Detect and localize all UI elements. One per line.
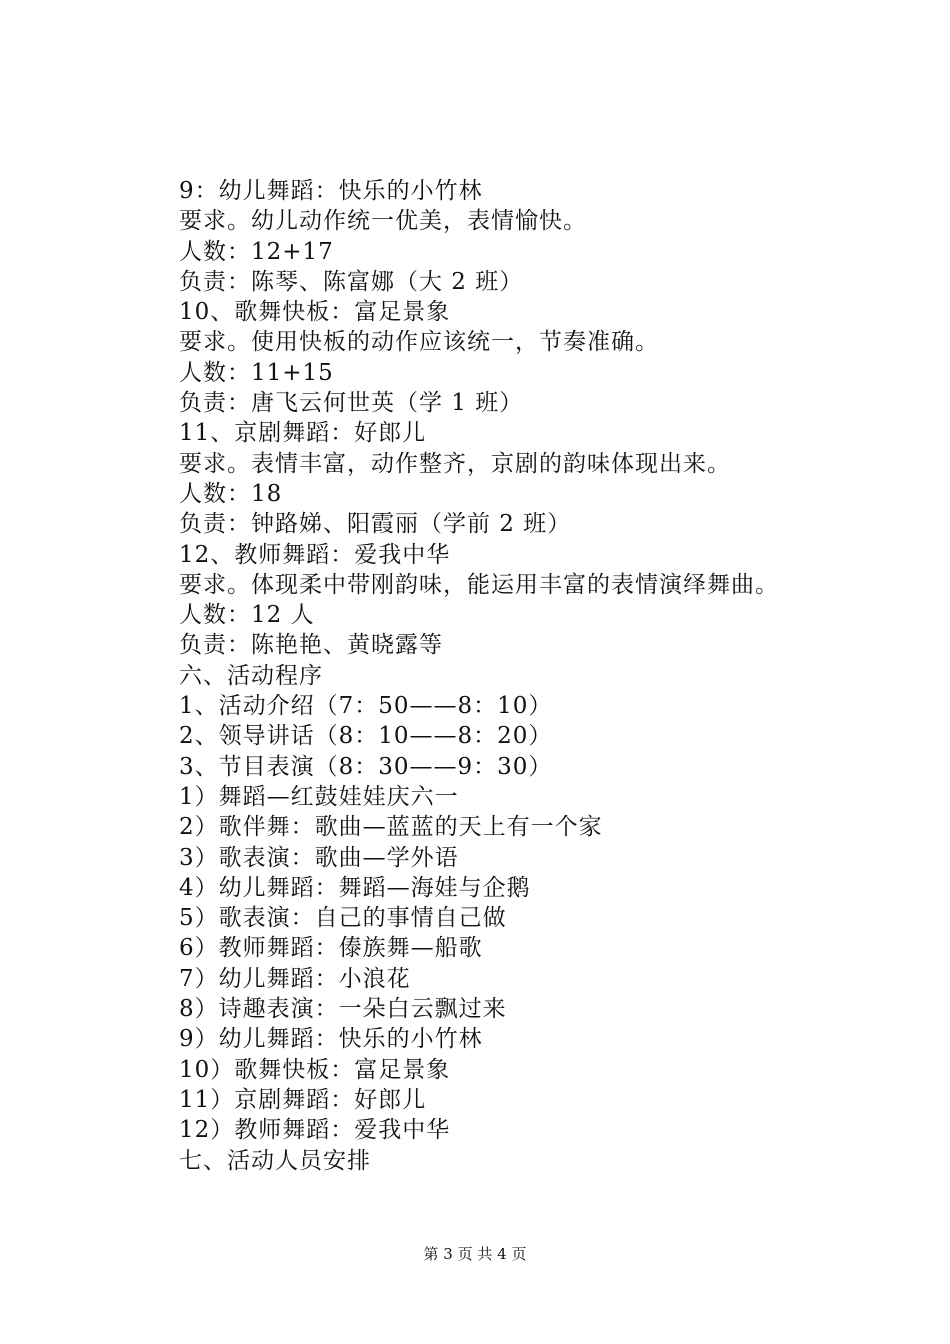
text-line: 人数：18: [179, 480, 283, 507]
text-line: 要求。使用快板的动作应该统一，节奏准确。: [179, 329, 659, 356]
document-body: [179, 176, 919, 1176]
program-item: 8）诗趣表演：一朵白云飘过来: [179, 996, 507, 1023]
program-item: 7）幼儿舞蹈：小浪花: [179, 965, 411, 992]
text-line: 人数：11+15: [179, 359, 334, 386]
text-line: 负责：钟路娣、阳霞丽（学前 2 班）: [179, 511, 572, 538]
page-indicator: 第 3 页 共 4 页: [423, 1245, 527, 1263]
text-line: 2、领导讲话（8：10——8：20）: [179, 723, 553, 750]
program-item: 11）京剧舞蹈：好郎儿: [179, 1086, 427, 1113]
program-item: 6）教师舞蹈：傣族舞—船歌: [179, 935, 483, 962]
page-footer: [0, 1244, 950, 1264]
text-line: 11、京剧舞蹈：好郎儿: [179, 420, 427, 447]
program-item: 10）歌舞快板：富足景象: [179, 1056, 451, 1083]
text-line: 负责：陈艳艳、黄晓露等: [179, 632, 443, 659]
program-item: 9）幼儿舞蹈：快乐的小竹林: [179, 1026, 483, 1053]
text-line: 要求。幼儿动作统一优美，表情愉快。: [179, 208, 587, 235]
program-item: 1）舞蹈—红鼓娃娃庆六一: [179, 783, 459, 810]
text-line: 负责：陈琴、陈富娜（大 2 班）: [179, 268, 524, 295]
text-line: 12、教师舞蹈：爱我中华: [179, 541, 451, 568]
text-line: 10、歌舞快板：富足景象: [179, 299, 451, 326]
section-heading: 七、活动人员安排: [179, 1147, 371, 1174]
program-item: 5）歌表演：自己的事情自己做: [179, 905, 507, 932]
program-item: 3）歌表演：歌曲—学外语: [179, 844, 459, 871]
section-heading: 六、活动程序: [179, 662, 323, 689]
text-line: 要求。表情丰富，动作整齐，京剧的韵味体现出来。: [179, 450, 731, 477]
program-item: 4）幼儿舞蹈：舞蹈—海娃与企鹅: [179, 874, 531, 901]
text-line: 要求。体现柔中带刚韵味，能运用丰富的表情演绎舞曲。: [179, 571, 779, 598]
text-line: 1、活动介绍（7：50——8：10）: [179, 693, 553, 720]
text-line: 人数：12+17: [179, 238, 334, 265]
text-line: 负责：唐飞云何世英（学 1 班）: [179, 390, 524, 417]
program-item: 12）教师舞蹈：爱我中华: [179, 1117, 451, 1144]
program-item: 2）歌伴舞：歌曲—蓝蓝的天上有一个家: [179, 814, 603, 841]
text-line: 人数：12 人: [179, 602, 315, 629]
text-line: 3、节目表演（8：30——9：30）: [179, 753, 553, 780]
text-line: 9：幼儿舞蹈：快乐的小竹林: [179, 178, 483, 204]
